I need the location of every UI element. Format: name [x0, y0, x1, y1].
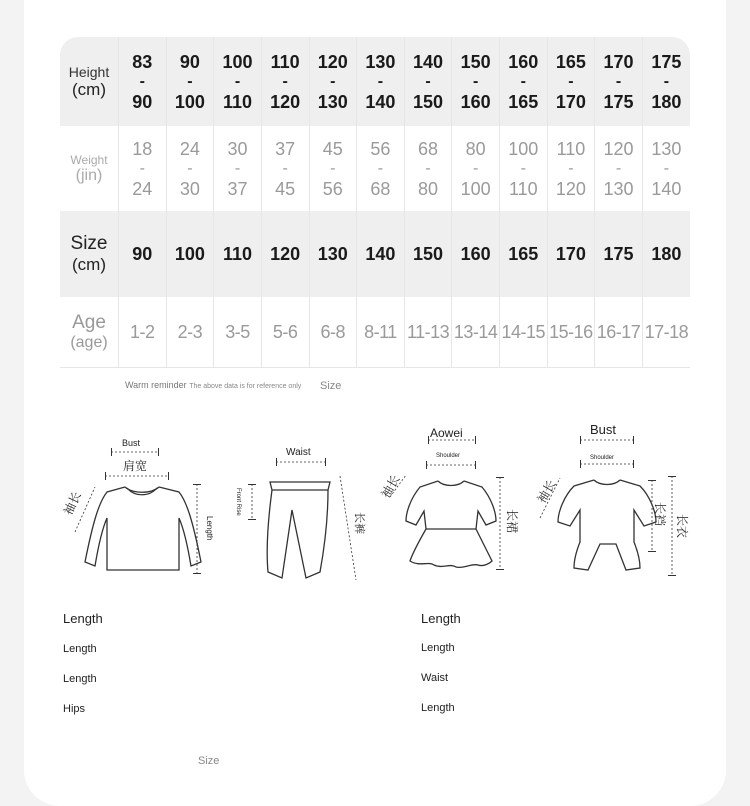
height-cell [119, 37, 167, 126]
height-label-cell [60, 37, 119, 126]
height-range-end: 100 [174, 91, 205, 112]
height-range-dash: - [139, 72, 145, 90]
height-range-start: 83 [132, 51, 153, 72]
height-cell [547, 37, 595, 126]
size-cell [119, 211, 167, 297]
size-cell [214, 211, 262, 297]
weight-range-start: 68 [418, 138, 439, 159]
height-range [595, 52, 642, 112]
weight-range-dash: - [282, 159, 288, 177]
weight-range-dash: - [234, 159, 241, 177]
age-cell [214, 297, 262, 368]
height-range-end: 180 [651, 91, 682, 112]
height-range [548, 52, 595, 112]
weight-range [119, 139, 166, 199]
size-value: 165 [508, 243, 539, 264]
weight-cell [452, 126, 500, 211]
weight-range-end: 30 [179, 178, 200, 199]
weight-range-start: 120 [603, 138, 634, 159]
weight-range [167, 139, 214, 199]
height-cell [642, 37, 690, 126]
height-range-start: 140 [413, 51, 444, 72]
height-range-dash: - [615, 72, 622, 90]
age-value: 14-15 [501, 321, 546, 342]
size-value: 90 [132, 243, 153, 264]
age-cell [547, 297, 595, 368]
height-cell [500, 37, 548, 126]
weight-cell [404, 126, 452, 211]
height-range-end: 150 [413, 91, 444, 112]
height-range [167, 52, 214, 112]
weight-range-start: 110 [556, 138, 586, 159]
height-unit: (cm) [72, 79, 106, 99]
sweater-diagram [55, 432, 215, 582]
weight-range-dash: - [520, 159, 526, 177]
weight-label-cell [60, 126, 119, 211]
height-label: Height [68, 63, 110, 80]
age-value: 3-5 [225, 321, 250, 342]
table-row-size [60, 211, 690, 297]
weight-cell [166, 126, 214, 211]
height-cell [404, 37, 452, 126]
weight-cell [261, 126, 309, 211]
size-cell [595, 211, 643, 297]
table-row-age [60, 297, 690, 368]
height-range-dash: - [187, 72, 193, 90]
height-range-start: 90 [179, 51, 200, 72]
romper-diagram [530, 422, 695, 578]
age-value: 1-2 [130, 321, 155, 342]
measure-left-1: Length [63, 611, 103, 626]
weight-unit: (jin) [75, 166, 103, 184]
weight-cell [119, 126, 167, 211]
weight-range [405, 139, 452, 199]
weight-range [452, 139, 499, 199]
height-range-start: 175 [651, 51, 682, 72]
height-cell [595, 37, 643, 126]
height-cell [309, 37, 357, 126]
height-range-end: 140 [365, 91, 396, 112]
age-value: 8-11 [364, 321, 397, 342]
age-value: 2-3 [177, 321, 203, 342]
height-range-dash: - [663, 72, 670, 90]
size-unit: (cm) [72, 255, 106, 274]
age-value: 15-16 [549, 321, 593, 342]
age-cell [642, 297, 690, 368]
weight-cell [642, 126, 690, 211]
reminder-note: The above data is for reference only [189, 383, 302, 390]
height-range-dash: - [377, 72, 384, 90]
weight-range-start: 100 [508, 138, 539, 159]
height-cell [214, 37, 262, 126]
height-range [500, 52, 547, 112]
height-cell [357, 37, 405, 126]
weight-range-start: 130 [651, 138, 682, 159]
size-value: 150 [413, 243, 444, 264]
height-range-dash: - [425, 72, 431, 90]
height-range-dash: - [520, 72, 526, 90]
age-value: 17-18 [644, 321, 689, 342]
weight-range-dash: - [377, 159, 384, 177]
height-range-end: 175 [603, 91, 634, 112]
size-value: 160 [460, 243, 491, 264]
warm-reminder [125, 380, 301, 390]
reminder-label: Warm reminder [125, 380, 187, 390]
height-cell [261, 37, 309, 126]
weight-range-start: 45 [322, 138, 343, 159]
weight-range-end: 56 [322, 178, 343, 199]
age-cell [357, 297, 405, 368]
size-cell [309, 211, 357, 297]
measure-left-3: Length [63, 673, 97, 685]
size-value: 180 [651, 243, 682, 264]
height-range-end: 120 [270, 91, 301, 112]
weight-range-dash: - [663, 159, 670, 177]
romper-crotch-label: 长裆 [653, 502, 667, 527]
pants-front-rise-label: Front Rise [235, 488, 241, 516]
size-value: 140 [365, 243, 396, 264]
size-cell [500, 211, 548, 297]
size-cell [404, 211, 452, 297]
age-unit: (age) [70, 334, 108, 351]
height-range [643, 52, 690, 112]
weight-range-dash: - [330, 159, 336, 177]
pants-length-label: 长裤 [353, 512, 365, 534]
sweater-shoulder-label: 肩宽 [123, 459, 148, 473]
weight-range-start: 24 [179, 138, 200, 159]
weight-range-end: 24 [132, 178, 153, 199]
sweater-bust-label: Bust [122, 438, 141, 448]
weight-range-dash: - [425, 159, 431, 177]
height-range-start: 120 [317, 51, 348, 72]
height-range [310, 52, 357, 112]
height-range-dash: - [234, 72, 241, 90]
height-range-dash: - [330, 72, 336, 90]
height-range-dash: - [473, 72, 479, 90]
weight-range-start: 30 [227, 138, 248, 159]
dress-sleeve-label: 袖长 [378, 472, 403, 501]
romper-sleeve-label: 袖长 [534, 477, 559, 506]
table-row-height [60, 37, 690, 126]
weight-range-end: 100 [460, 178, 491, 199]
height-cell [452, 37, 500, 126]
age-value: 6-8 [320, 321, 346, 342]
age-cell [309, 297, 357, 368]
dress-shoulder-label: Shoulder [436, 453, 461, 459]
age-cell [404, 297, 452, 368]
weight-range-dash: - [187, 159, 193, 177]
size-label: Size [70, 233, 108, 254]
height-range [214, 52, 261, 112]
weight-range-end: 68 [370, 178, 391, 199]
age-value: 13-14 [453, 321, 498, 342]
weight-range [310, 139, 357, 199]
age-value: 16-17 [596, 321, 641, 342]
age-value: 5-6 [272, 321, 298, 342]
weight-range [262, 139, 309, 199]
age-cell [166, 297, 214, 368]
height-range-start: 150 [460, 51, 491, 72]
height-range-end: 90 [132, 91, 153, 112]
weight-cell [595, 126, 643, 211]
height-range-start: 170 [603, 51, 634, 72]
weight-range [548, 139, 595, 199]
weight-label: Weight [70, 152, 108, 167]
height-range [452, 52, 499, 112]
size-value: 130 [317, 243, 348, 264]
weight-range-dash: - [615, 159, 622, 177]
age-label-cell [60, 297, 119, 368]
size-cell [166, 211, 214, 297]
weight-range [500, 139, 547, 199]
age-label: Age [72, 312, 106, 333]
height-range-dash: - [568, 72, 574, 90]
measure-right-3: Waist [421, 672, 449, 684]
weight-range-end: 140 [651, 178, 682, 199]
height-range-start: 165 [555, 51, 586, 72]
size-value: 110 [223, 243, 253, 264]
measure-left-2: Length [63, 643, 97, 655]
size-cell [452, 211, 500, 297]
age-cell [119, 297, 167, 368]
height-range-end: 165 [508, 91, 539, 112]
weight-cell [214, 126, 262, 211]
dress-diagram [380, 425, 520, 575]
measure-right-4: Length [421, 702, 455, 714]
height-range-end: 130 [317, 91, 348, 112]
height-range-start: 160 [508, 51, 539, 72]
weight-range-start: 80 [465, 138, 486, 159]
weight-range-end: 130 [603, 178, 634, 199]
height-range-end: 160 [460, 91, 491, 112]
romper-top-length-label: 长衣 [675, 514, 689, 539]
weight-range-start: 37 [275, 138, 296, 159]
height-range-start: 100 [222, 51, 253, 72]
height-range-start: 130 [365, 51, 396, 72]
pants-waist-label: Waist [286, 447, 311, 458]
height-range-end: 110 [223, 91, 253, 112]
pants-diagram [232, 440, 372, 585]
romper-shoulder-label: Shoulder [590, 455, 615, 461]
size-cell [547, 211, 595, 297]
size-chart-table [60, 37, 690, 368]
reminder-size: Size [320, 380, 342, 392]
size-label-cell [60, 211, 119, 297]
romper-bust-label: Bust [590, 422, 617, 437]
weight-range-start: 56 [370, 138, 391, 159]
height-range [405, 52, 452, 112]
size-cell [261, 211, 309, 297]
height-range [119, 52, 166, 112]
measure-right-1: Length [421, 611, 461, 626]
weight-range-dash: - [568, 159, 574, 177]
weight-range-end: 110 [508, 178, 538, 199]
weight-range-dash: - [473, 159, 479, 177]
measure-left-4: Hips [63, 703, 86, 715]
size-value: 120 [270, 243, 301, 264]
weight-range-start: 18 [132, 138, 153, 159]
height-cell [166, 37, 214, 126]
size-cell [642, 211, 690, 297]
size-cell [357, 211, 405, 297]
size-value: 100 [174, 243, 205, 264]
height-range-dash: - [282, 72, 288, 90]
age-value: 11-13 [406, 321, 450, 342]
weight-cell [357, 126, 405, 211]
height-range-start: 110 [270, 51, 300, 72]
dress-aowei-label: Aowei [430, 426, 463, 440]
weight-cell [500, 126, 548, 211]
footer-size: Size [198, 755, 220, 767]
sweater-length-label: Length [205, 516, 214, 541]
table-row-weight [60, 126, 690, 211]
weight-range-end: 45 [275, 178, 296, 199]
weight-range [214, 139, 261, 199]
age-cell [261, 297, 309, 368]
height-range [262, 52, 309, 112]
weight-cell [547, 126, 595, 211]
age-cell [500, 297, 548, 368]
sweater-sleeve-label: 袖长 [61, 489, 84, 518]
measure-right-2: Length [421, 642, 455, 654]
weight-range-dash: - [139, 159, 145, 177]
age-cell [595, 297, 643, 368]
age-cell [452, 297, 500, 368]
weight-range-end: 37 [227, 178, 248, 199]
weight-range [643, 139, 690, 199]
weight-cell [309, 126, 357, 211]
size-value: 170 [555, 243, 586, 264]
weight-range [357, 139, 404, 199]
weight-range [595, 139, 642, 199]
size-value: 175 [603, 243, 634, 264]
weight-range-end: 80 [418, 178, 439, 199]
weight-range-end: 120 [555, 178, 586, 199]
height-range-end: 170 [555, 91, 586, 112]
dress-skirt-length-label: 长裙 [505, 509, 519, 534]
height-range [357, 52, 404, 112]
